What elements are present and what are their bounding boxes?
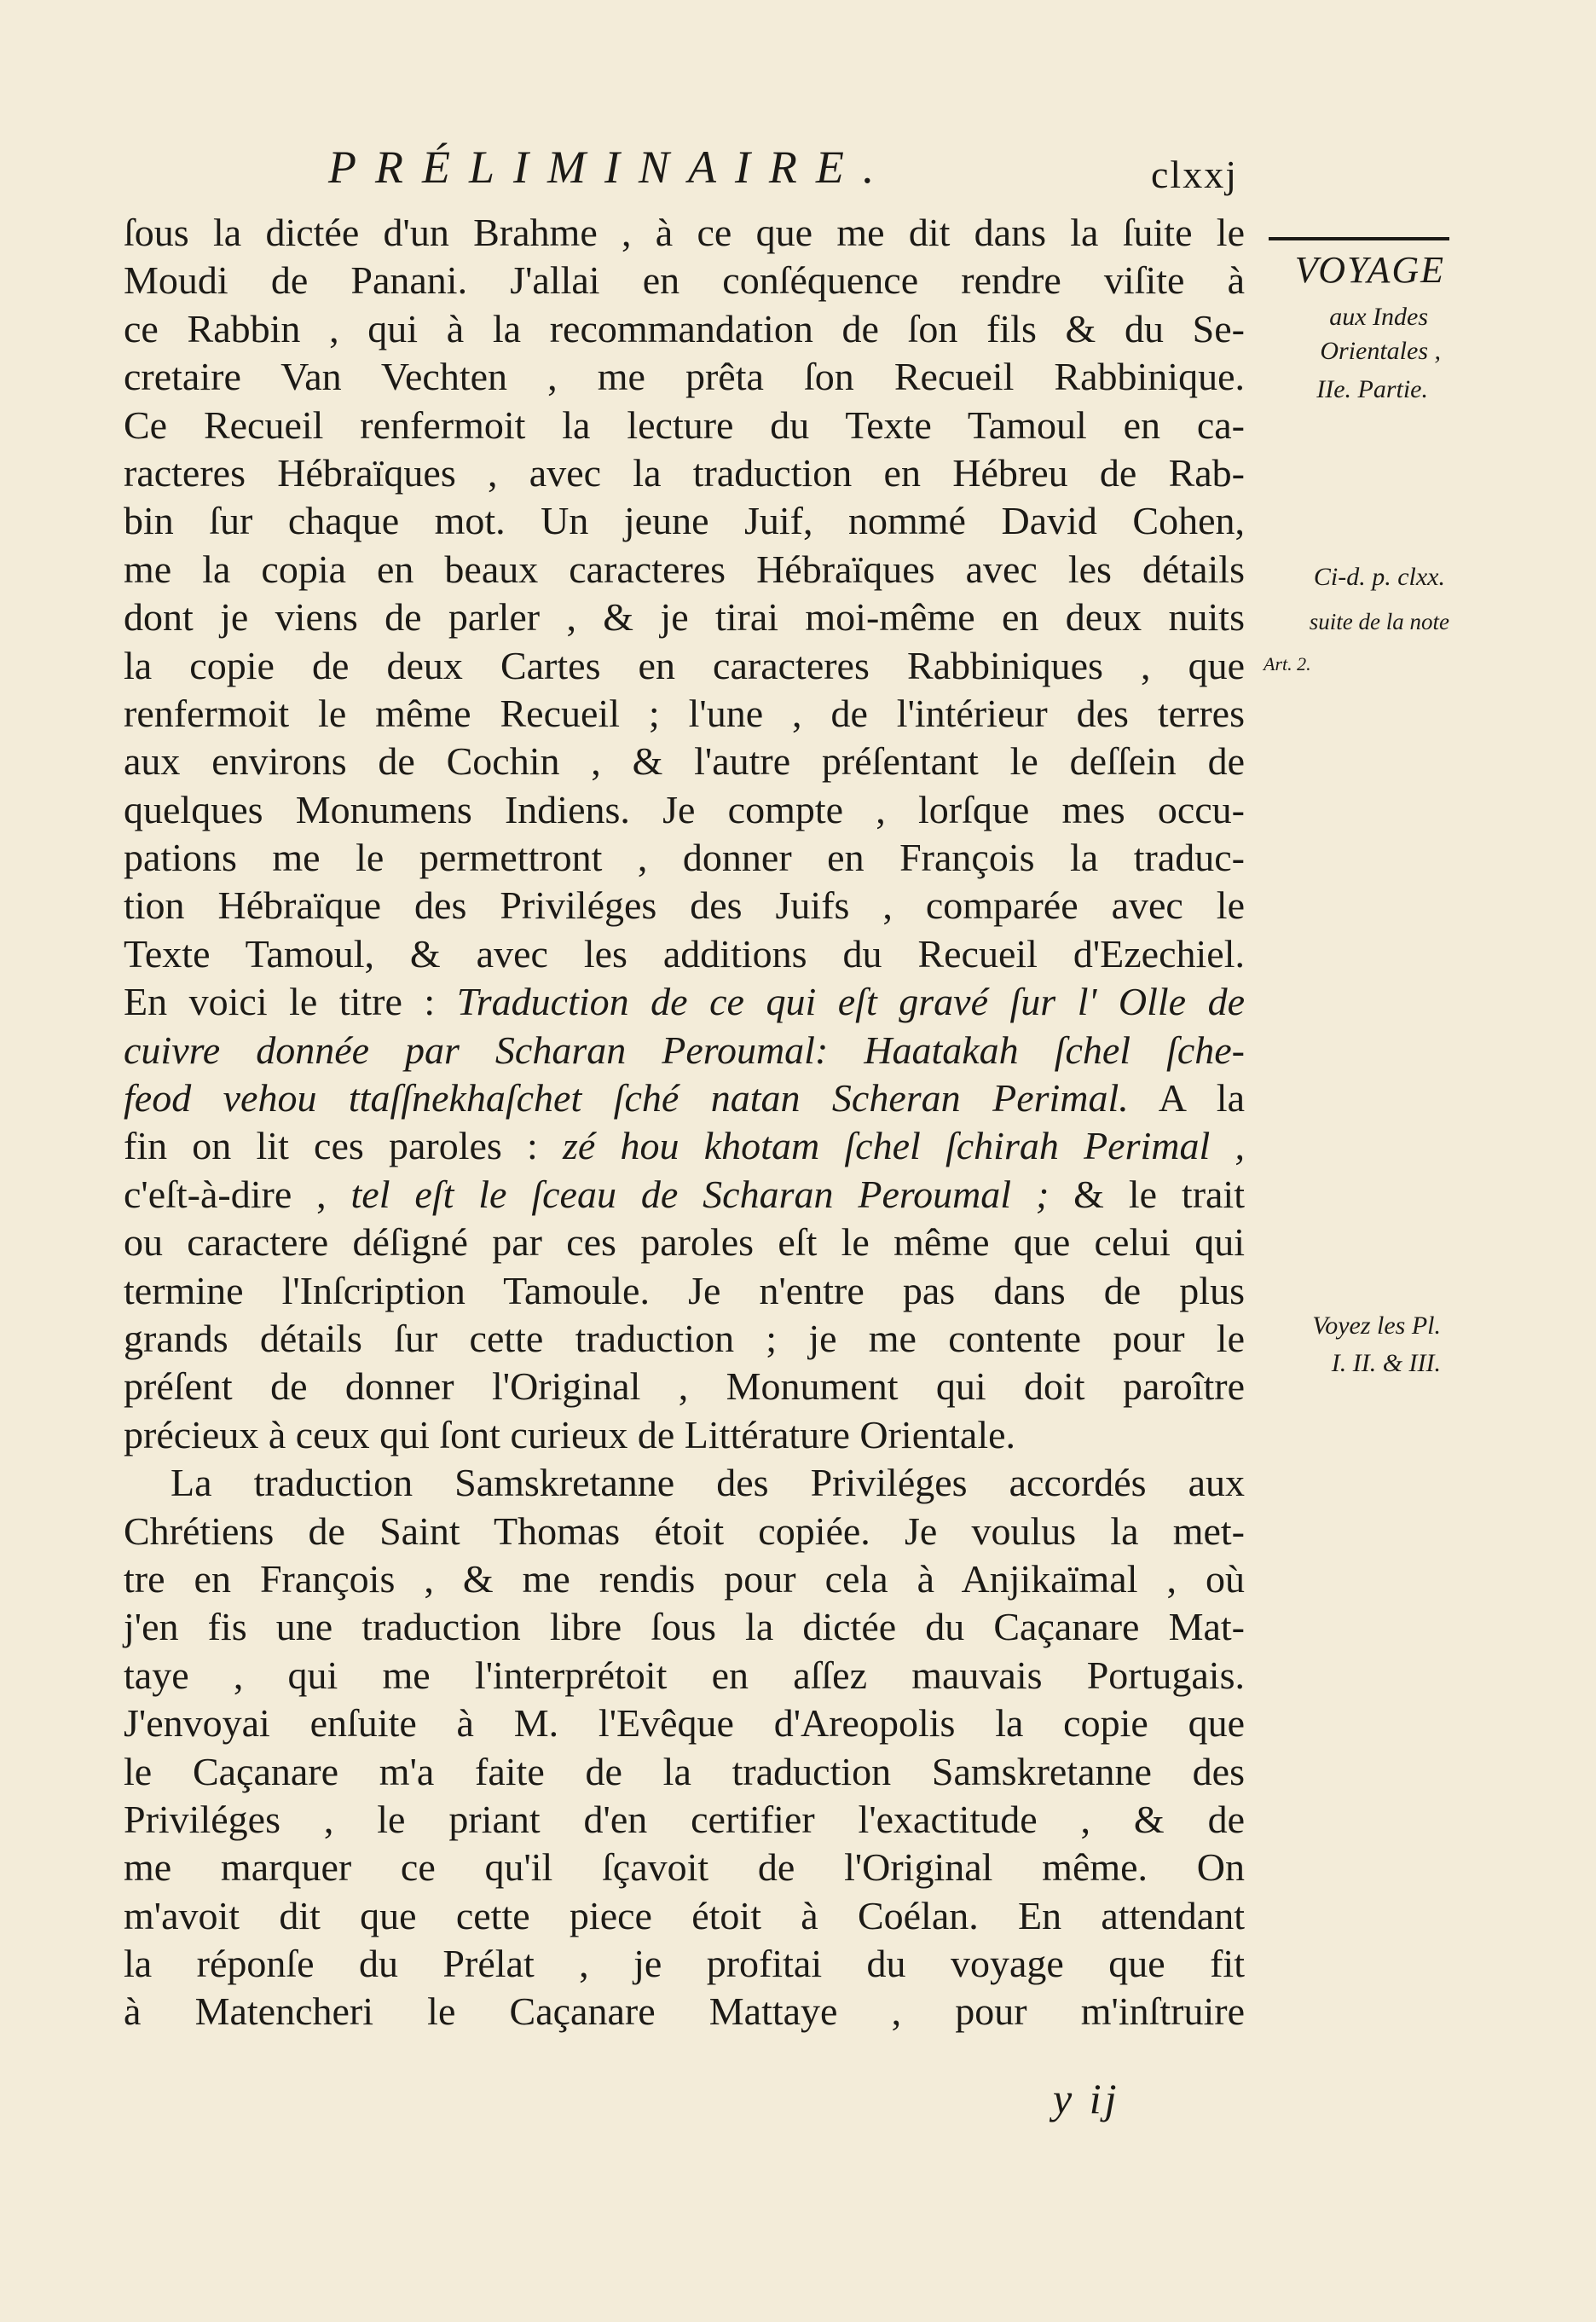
text-line: m'avoit dit que cette piece étoit à Coélan. En attendant [124, 1893, 1245, 1937]
margin-note-voyage: VOYAGE [1294, 249, 1445, 291]
text-line: La traduction Samskretanne des Priviléges accordés aux [171, 1461, 1245, 1505]
text-line: la réponſe du Prélat , je profitai du voyage que fit [124, 1942, 1245, 1986]
margin-note-voyez: Voyez les Pl. [1312, 1312, 1441, 1340]
page-number: clxxj [1151, 153, 1238, 196]
text-line: termine l'Inſcription Tamoule. Je n'entre pas dans de plus [124, 1268, 1245, 1312]
body-text [124, 209, 1245, 2036]
text-line: Chrétiens de Saint Thomas étoit copiée. Je voulus la met- [124, 1508, 1245, 1553]
text-line: Moudi de Panani. J'allai en conſéquence rendre viſite à [124, 258, 1245, 303]
running-head-title: PRÉLIMINAIRE. [328, 142, 893, 193]
text-line: ce Rabbin , qui à la recommandation de ſon fils & du Se- [124, 306, 1245, 350]
italic-quote: tel eſt le ſceau de Scharan Peroumal ; [350, 1172, 1050, 1216]
margin-note-cross-reference: Ci-d. p. clxx. [1313, 563, 1445, 591]
text-run: & le trait [1049, 1172, 1245, 1216]
text-line: ou caractere déſigné par ces paroles eſt le même que celui qui [124, 1220, 1245, 1265]
text-line: taye , qui me l'interprétoit en aſſez mauvais Portugais. [124, 1653, 1245, 1697]
text-line: dont je viens de parler , & je tirai moi-même en deux nuits [124, 595, 1245, 640]
text-line: tre en François , & me rendis pour cela à Anjikaïmal , où [124, 1556, 1245, 1601]
text-line: tion Hébraïque des Priviléges des Juifs , comparée avec le [124, 883, 1245, 928]
text-line: racteres Hébraïques , avec la traduction en Hébreu de Rab- [124, 450, 1245, 495]
text-run: A la [1128, 1076, 1245, 1120]
margin-note-plates: I. II. & III. [1331, 1349, 1441, 1377]
text-line: quelques Monumens Indiens. Je compte , lorſque mes occu- [124, 787, 1245, 831]
margin-rule [1269, 237, 1449, 240]
margin-note-article: Art. 2. [1264, 653, 1311, 675]
text-line [124, 978, 1245, 1026]
text-line [124, 1074, 1245, 1122]
text-line: le Caçanare m'a faite de la traduction Samskretanne des [124, 1749, 1245, 1793]
text-line: bin ſur chaque mot. Un jeune Juif, nommé David Cohen, [124, 499, 1245, 543]
signature-mark: y ij [1053, 2075, 1120, 2122]
text-line: pations me le permettront , donner en François la traduc- [124, 836, 1245, 880]
text-line: j'en fis une traduction libre ſous la dictée du Caçanare Mat- [124, 1605, 1245, 1649]
text-run: En voici le titre : [124, 980, 457, 1024]
text-line: me marquer ce qu'il ſçavoit de l'Original même. On [124, 1845, 1245, 1890]
italic-title: Traduction de ce qui eſt gravé ſur l' Olle de [456, 980, 1245, 1024]
margin-note-aux-indes: aux Indes [1329, 303, 1428, 331]
text-run: fin on lit ces paroles : [124, 1124, 564, 1168]
text-line: aux environs de Cochin , & l'autre préſentant le deſſein de [124, 739, 1245, 784]
italic-title: feod vehou ttaſſnekhaſchet ſché natan Scheran Perimal. [124, 1076, 1129, 1120]
text-line: la copie de deux Cartes en caracteres Rabbiniques , que [124, 643, 1245, 687]
text-line: Texte Tamoul, & avec les additions du Recueil d'Ezechiel. [124, 931, 1245, 976]
text-line: Priviléges , le priant d'en certifier l'exactitude , & de [124, 1797, 1245, 1841]
text-line [124, 1171, 1245, 1219]
text-line: J'envoyai enſuite à M. l'Evêque d'Areopolis la copie que [124, 1701, 1245, 1746]
text-line: précieux à ceux qui ſont curieux de Littérature Orientale. [124, 1412, 1016, 1456]
italic-quote: zé hou khotam ſchel ſchirah Perimal , [563, 1124, 1245, 1168]
text-line-italic: cuivre donnée par Scharan Peroumal: Haatakah ſchel ſche- [124, 1028, 1245, 1072]
text-line [124, 1122, 1245, 1170]
text-line: cretaire Van Vechten , me prêta ſon Recueil Rabbinique. [124, 355, 1245, 399]
text-line: préſent de donner l'Original , Monument qui doit paroître [124, 1364, 1245, 1409]
text-line: ſous la dictée d'un Brahme , à ce que me dit dans la ſuite le [124, 211, 1245, 254]
text-line: Ce Recueil renfermoit la lecture du Texte Tamoul en ca- [124, 402, 1245, 447]
margin-note-suite: suite de la note [1309, 609, 1449, 634]
text-line: grands détails ſur cette traduction ; je me contente pour le [124, 1316, 1245, 1360]
margin-note-orientales: Orientales , [1320, 337, 1441, 365]
text-line: renfermoit le même Recueil ; l'une , de l'intérieur des terres [124, 691, 1245, 735]
margin-note-partie: IIe. Partie. [1316, 375, 1428, 403]
text-run: c'eſt-à-dire , [124, 1172, 351, 1216]
text-line: à Matencheri le Caçanare Mattaye , pour m'inſtruire [124, 1989, 1245, 2034]
text-line: me la copia en beaux caracteres Hébraïques avec les détails [124, 547, 1245, 591]
